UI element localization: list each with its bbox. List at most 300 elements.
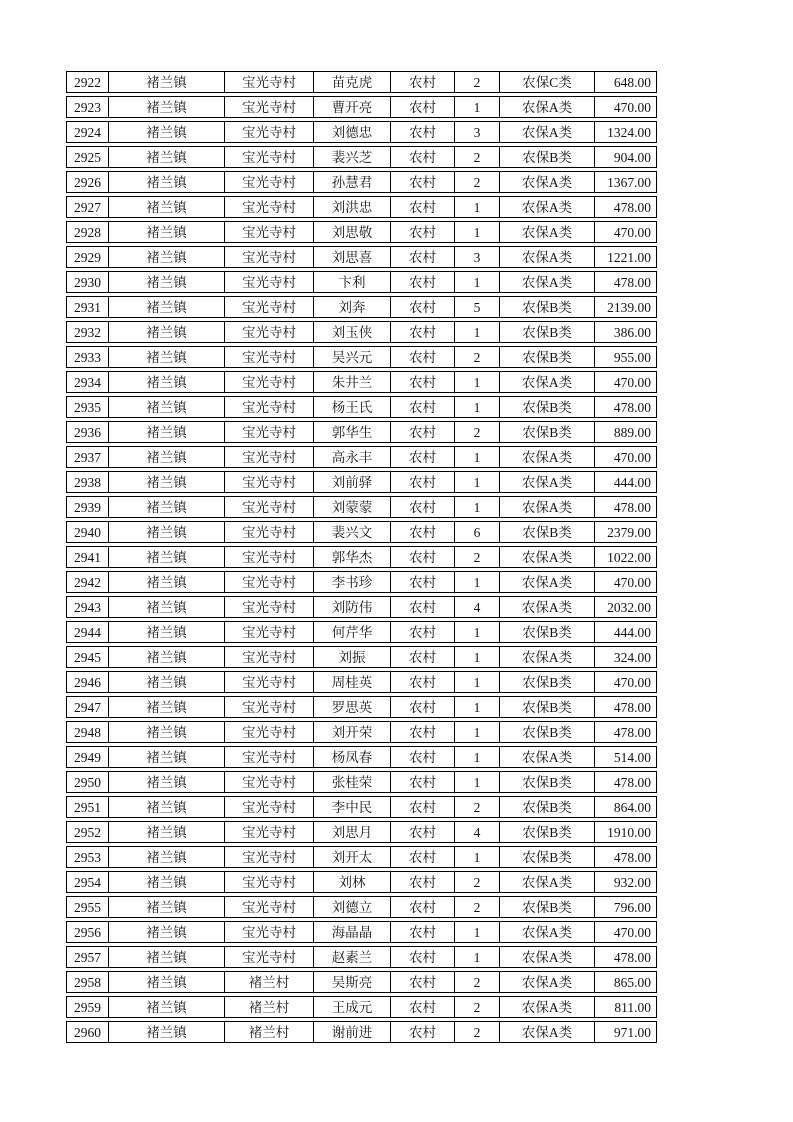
cell-village: 宝光寺村: [224, 622, 313, 642]
cell-amount: 1367.00: [594, 172, 655, 192]
cell-town: 褚兰镇: [108, 597, 224, 617]
cell-amount: 955.00: [594, 347, 655, 367]
cell-amount: 478.00: [594, 197, 655, 217]
table-row: [66, 746, 657, 768]
cell-town: 褚兰镇: [108, 72, 224, 92]
cell-amount: 444.00: [594, 472, 655, 492]
table-row: [66, 1021, 657, 1043]
cell-household-type: 农村: [390, 122, 454, 142]
cell-village: 宝光寺村: [224, 822, 313, 842]
cell-town: 褚兰镇: [108, 722, 224, 742]
cell-insurance-category: 农保A类: [499, 647, 594, 667]
cell-household-type: 农村: [390, 522, 454, 542]
cell-person-count: 1: [454, 747, 499, 767]
cell-town: 褚兰镇: [108, 572, 224, 592]
cell-sequence-number: 2937: [74, 449, 101, 465]
cell-insurance-category: 农保C类: [499, 72, 594, 92]
cell-insurance-category: 农保A类: [499, 1022, 594, 1042]
cell-person-name: 刘玉侠: [313, 322, 390, 342]
cell-town: 褚兰镇: [108, 447, 224, 467]
cell-amount: 470.00: [594, 372, 655, 392]
cell-village: 宝光寺村: [224, 422, 313, 442]
cell-person-count: 4: [454, 822, 499, 842]
cell-sequence-number: 2926: [74, 174, 101, 190]
cell-household-type: 农村: [390, 772, 454, 792]
cell-insurance-category: 农保A类: [499, 922, 594, 942]
cell-sequence-number: 2952: [74, 824, 101, 840]
cell-person-count: 2: [454, 172, 499, 192]
cell-household-type: 农村: [390, 372, 454, 392]
cell-person-count: 2: [454, 72, 499, 92]
table-row: [66, 396, 657, 418]
cell-person-name: 刘思喜: [313, 247, 390, 267]
cell-person-count: 6: [454, 522, 499, 542]
cell-village: 宝光寺村: [224, 772, 313, 792]
cell-amount: 470.00: [594, 447, 655, 467]
cell-person-count: 1: [454, 672, 499, 692]
cell-town: 褚兰镇: [108, 997, 224, 1017]
cell-person-count: 1: [454, 922, 499, 942]
cell-amount: 2032.00: [594, 597, 655, 617]
cell-person-count: 1: [454, 447, 499, 467]
cell-amount: 648.00: [594, 72, 655, 92]
cell-person-count: 1: [454, 222, 499, 242]
cell-person-name: 刘防伟: [313, 597, 390, 617]
table-row: [66, 246, 657, 268]
cell-person-count: 1: [454, 847, 499, 867]
table-row: [66, 596, 657, 618]
table-row: [66, 196, 657, 218]
cell-village: 宝光寺村: [224, 397, 313, 417]
cell-insurance-category: 农保A类: [499, 597, 594, 617]
cell-town: 褚兰镇: [108, 172, 224, 192]
cell-household-type: 农村: [390, 1022, 454, 1042]
cell-sequence-number: 2955: [74, 899, 101, 915]
cell-amount: 470.00: [594, 222, 655, 242]
table-row: [66, 221, 657, 243]
cell-household-type: 农村: [390, 322, 454, 342]
cell-amount: 796.00: [594, 897, 655, 917]
cell-town: 褚兰镇: [108, 147, 224, 167]
cell-person-count: 2: [454, 422, 499, 442]
cell-village: 宝光寺村: [224, 522, 313, 542]
cell-village: 宝光寺村: [224, 247, 313, 267]
cell-person-count: 1: [454, 472, 499, 492]
cell-insurance-category: 农保A类: [499, 247, 594, 267]
cell-insurance-category: 农保B类: [499, 697, 594, 717]
cell-amount: 478.00: [594, 847, 655, 867]
table-row: [66, 721, 657, 743]
cell-amount: 444.00: [594, 622, 655, 642]
cell-person-count: 1: [454, 272, 499, 292]
cell-sequence-number: 2931: [74, 299, 101, 315]
cell-person-count: 1: [454, 647, 499, 667]
cell-village: 宝光寺村: [224, 597, 313, 617]
cell-person-count: 2: [454, 547, 499, 567]
table-row: [66, 171, 657, 193]
cell-village: 宝光寺村: [224, 72, 313, 92]
cell-village: 宝光寺村: [224, 672, 313, 692]
cell-person-count: 2: [454, 897, 499, 917]
table-row: [66, 671, 657, 693]
cell-insurance-category: 农保B类: [499, 322, 594, 342]
cell-sequence-number: 2938: [74, 474, 101, 490]
cell-person-name: 孙慧君: [313, 172, 390, 192]
cell-town: 褚兰镇: [108, 847, 224, 867]
cell-town: 褚兰镇: [108, 772, 224, 792]
table-row: [66, 321, 657, 343]
cell-insurance-category: 农保A类: [499, 272, 594, 292]
cell-village: 宝光寺村: [224, 747, 313, 767]
cell-insurance-category: 农保B类: [499, 522, 594, 542]
cell-insurance-category: 农保B类: [499, 297, 594, 317]
cell-sequence-number: 2929: [74, 249, 101, 265]
cell-person-name: 王成元: [313, 997, 390, 1017]
cell-person-name: 刘开荣: [313, 722, 390, 742]
cell-insurance-category: 农保B类: [499, 772, 594, 792]
cell-insurance-category: 农保A类: [499, 97, 594, 117]
cell-amount: 478.00: [594, 722, 655, 742]
cell-town: 褚兰镇: [108, 647, 224, 667]
cell-person-name: 刘蒙蒙: [313, 497, 390, 517]
cell-person-name: 杨王氏: [313, 397, 390, 417]
table-row: [66, 846, 657, 868]
cell-amount: 478.00: [594, 772, 655, 792]
cell-amount: 864.00: [594, 797, 655, 817]
cell-amount: 386.00: [594, 322, 655, 342]
cell-town: 褚兰镇: [108, 297, 224, 317]
cell-town: 褚兰镇: [108, 222, 224, 242]
cell-village: 宝光寺村: [224, 197, 313, 217]
table-row: [66, 96, 657, 118]
cell-village: 宝光寺村: [224, 447, 313, 467]
cell-person-count: 1: [454, 397, 499, 417]
cell-amount: 865.00: [594, 972, 655, 992]
cell-town: 褚兰镇: [108, 197, 224, 217]
cell-amount: 2139.00: [594, 297, 655, 317]
cell-household-type: 农村: [390, 447, 454, 467]
cell-insurance-category: 农保A类: [499, 472, 594, 492]
cell-village: 宝光寺村: [224, 697, 313, 717]
cell-sequence-number: 2927: [74, 199, 101, 215]
cell-person-name: 高永丰: [313, 447, 390, 467]
cell-town: 褚兰镇: [108, 97, 224, 117]
cell-insurance-category: 农保A类: [499, 547, 594, 567]
cell-sequence-number: 2944: [74, 624, 101, 640]
cell-amount: 1910.00: [594, 822, 655, 842]
table-row: [66, 446, 657, 468]
cell-village: 褚兰村: [224, 1022, 313, 1042]
cell-town: 褚兰镇: [108, 922, 224, 942]
table-row: [66, 346, 657, 368]
cell-village: 宝光寺村: [224, 372, 313, 392]
cell-amount: 811.00: [594, 997, 655, 1017]
cell-town: 褚兰镇: [108, 247, 224, 267]
cell-person-name: 苗克虎: [313, 72, 390, 92]
cell-sequence-number: 2943: [74, 599, 101, 615]
cell-household-type: 农村: [390, 97, 454, 117]
cell-amount: 478.00: [594, 397, 655, 417]
cell-sequence-number: 2959: [74, 999, 101, 1015]
cell-amount: 470.00: [594, 922, 655, 942]
cell-insurance-category: 农保A类: [499, 872, 594, 892]
cell-sequence-number: 2941: [74, 549, 101, 565]
cell-insurance-category: 农保A类: [499, 197, 594, 217]
cell-amount: 2379.00: [594, 522, 655, 542]
cell-person-count: 2: [454, 347, 499, 367]
cell-insurance-category: 农保B类: [499, 622, 594, 642]
cell-insurance-category: 农保A类: [499, 172, 594, 192]
cell-household-type: 农村: [390, 297, 454, 317]
cell-person-count: 1: [454, 197, 499, 217]
cell-sequence-number: 2957: [74, 949, 101, 965]
cell-amount: 971.00: [594, 1022, 655, 1042]
cell-person-name: 刘林: [313, 872, 390, 892]
cell-household-type: 农村: [390, 947, 454, 967]
cell-household-type: 农村: [390, 797, 454, 817]
cell-amount: 1221.00: [594, 247, 655, 267]
cell-insurance-category: 农保A类: [499, 747, 594, 767]
cell-person-name: 刘前驿: [313, 472, 390, 492]
cell-town: 褚兰镇: [108, 372, 224, 392]
table-row: [66, 946, 657, 968]
cell-household-type: 农村: [390, 197, 454, 217]
cell-village: 宝光寺村: [224, 347, 313, 367]
cell-insurance-category: 农保B类: [499, 897, 594, 917]
cell-amount: 470.00: [594, 672, 655, 692]
cell-town: 褚兰镇: [108, 422, 224, 442]
cell-town: 褚兰镇: [108, 547, 224, 567]
cell-person-name: 曹开亮: [313, 97, 390, 117]
cell-sequence-number: 2934: [74, 374, 101, 390]
cell-household-type: 农村: [390, 247, 454, 267]
cell-sequence-number: 2942: [74, 574, 101, 590]
cell-household-type: 农村: [390, 622, 454, 642]
cell-village: 宝光寺村: [224, 872, 313, 892]
cell-town: 褚兰镇: [108, 397, 224, 417]
cell-sequence-number: 2928: [74, 224, 101, 240]
cell-person-name: 裴兴文: [313, 522, 390, 542]
cell-person-name: 李中民: [313, 797, 390, 817]
cell-town: 褚兰镇: [108, 347, 224, 367]
cell-insurance-category: 农保B类: [499, 347, 594, 367]
cell-village: 宝光寺村: [224, 297, 313, 317]
cell-sequence-number: 2940: [74, 524, 101, 540]
cell-sequence-number: 2930: [74, 274, 101, 290]
cell-person-name: 刘思月: [313, 822, 390, 842]
table-row: [66, 271, 657, 293]
cell-insurance-category: 农保A类: [499, 497, 594, 517]
cell-village: 宝光寺村: [224, 647, 313, 667]
cell-town: 褚兰镇: [108, 522, 224, 542]
cell-household-type: 农村: [390, 272, 454, 292]
cell-person-name: 刘洪忠: [313, 197, 390, 217]
cell-village: 宝光寺村: [224, 472, 313, 492]
cell-insurance-category: 农保B类: [499, 797, 594, 817]
cell-person-name: 刘思敬: [313, 222, 390, 242]
cell-town: 褚兰镇: [108, 122, 224, 142]
cell-town: 褚兰镇: [108, 497, 224, 517]
cell-insurance-category: 农保A类: [499, 372, 594, 392]
table-row: [66, 896, 657, 918]
cell-village: 宝光寺村: [224, 497, 313, 517]
cell-person-name: 张桂荣: [313, 772, 390, 792]
cell-town: 褚兰镇: [108, 272, 224, 292]
cell-person-name: 朱井兰: [313, 372, 390, 392]
cell-insurance-category: 农保A类: [499, 947, 594, 967]
cell-person-name: 卞利: [313, 272, 390, 292]
cell-person-name: 赵素兰: [313, 947, 390, 967]
cell-amount: 324.00: [594, 647, 655, 667]
cell-person-count: 1: [454, 497, 499, 517]
cell-village: 宝光寺村: [224, 222, 313, 242]
cell-amount: 514.00: [594, 747, 655, 767]
cell-insurance-category: 农保B类: [499, 822, 594, 842]
table-row: [66, 421, 657, 443]
cell-sequence-number: 2925: [74, 149, 101, 165]
cell-town: 褚兰镇: [108, 697, 224, 717]
cell-amount: 478.00: [594, 272, 655, 292]
cell-person-count: 2: [454, 147, 499, 167]
cell-insurance-category: 农保B类: [499, 147, 594, 167]
cell-household-type: 农村: [390, 397, 454, 417]
cell-person-count: 2: [454, 872, 499, 892]
cell-person-count: 1: [454, 947, 499, 967]
cell-village: 宝光寺村: [224, 922, 313, 942]
cell-village: 宝光寺村: [224, 272, 313, 292]
cell-town: 褚兰镇: [108, 897, 224, 917]
table-row: [66, 296, 657, 318]
cell-amount: 1324.00: [594, 122, 655, 142]
cell-person-name: 罗思英: [313, 697, 390, 717]
cell-town: 褚兰镇: [108, 947, 224, 967]
cell-household-type: 农村: [390, 72, 454, 92]
cell-person-count: 1: [454, 572, 499, 592]
cell-person-name: 海晶晶: [313, 922, 390, 942]
cell-person-count: 3: [454, 247, 499, 267]
table-row: [66, 71, 657, 93]
cell-household-type: 农村: [390, 822, 454, 842]
cell-household-type: 农村: [390, 897, 454, 917]
table-row: [66, 796, 657, 818]
cell-sequence-number: 2958: [74, 974, 101, 990]
cell-insurance-category: 农保B类: [499, 722, 594, 742]
pension-roster-table: [66, 71, 657, 1046]
cell-person-count: 2: [454, 797, 499, 817]
cell-insurance-category: 农保B类: [499, 422, 594, 442]
cell-village: 宝光寺村: [224, 797, 313, 817]
cell-village: 宝光寺村: [224, 722, 313, 742]
cell-person-name: 杨凤春: [313, 747, 390, 767]
cell-person-count: 2: [454, 1022, 499, 1042]
cell-person-count: 3: [454, 122, 499, 142]
cell-household-type: 农村: [390, 722, 454, 742]
cell-town: 褚兰镇: [108, 322, 224, 342]
cell-household-type: 农村: [390, 422, 454, 442]
cell-town: 褚兰镇: [108, 622, 224, 642]
table-row: [66, 371, 657, 393]
table-row: [66, 696, 657, 718]
cell-person-name: 刘德忠: [313, 122, 390, 142]
cell-town: 褚兰镇: [108, 747, 224, 767]
cell-sequence-number: 2922: [74, 74, 101, 90]
cell-sequence-number: 2954: [74, 874, 101, 890]
cell-village: 褚兰村: [224, 972, 313, 992]
cell-person-count: 2: [454, 997, 499, 1017]
cell-household-type: 农村: [390, 997, 454, 1017]
cell-sequence-number: 2946: [74, 674, 101, 690]
cell-village: 宝光寺村: [224, 572, 313, 592]
cell-village: 宝光寺村: [224, 547, 313, 567]
cell-person-count: 1: [454, 97, 499, 117]
table-row: [66, 871, 657, 893]
cell-person-name: 郭华生: [313, 422, 390, 442]
cell-amount: 932.00: [594, 872, 655, 892]
cell-village: 宝光寺村: [224, 122, 313, 142]
cell-amount: 1022.00: [594, 547, 655, 567]
table-row: [66, 146, 657, 168]
cell-household-type: 农村: [390, 347, 454, 367]
cell-town: 褚兰镇: [108, 472, 224, 492]
cell-town: 褚兰镇: [108, 872, 224, 892]
cell-sequence-number: 2948: [74, 724, 101, 740]
table-row: [66, 921, 657, 943]
cell-sequence-number: 2945: [74, 649, 101, 665]
cell-sequence-number: 2950: [74, 774, 101, 790]
cell-person-count: 1: [454, 372, 499, 392]
cell-sequence-number: 2924: [74, 124, 101, 140]
cell-household-type: 农村: [390, 147, 454, 167]
cell-village: 宝光寺村: [224, 322, 313, 342]
cell-town: 褚兰镇: [108, 822, 224, 842]
cell-person-name: 李书珍: [313, 572, 390, 592]
table-row: [66, 121, 657, 143]
cell-town: 褚兰镇: [108, 1022, 224, 1042]
cell-sequence-number: 2936: [74, 424, 101, 440]
cell-village: 宝光寺村: [224, 147, 313, 167]
cell-insurance-category: 农保A类: [499, 222, 594, 242]
cell-sequence-number: 2960: [74, 1024, 101, 1040]
cell-village: 宝光寺村: [224, 847, 313, 867]
table-row: [66, 496, 657, 518]
cell-sequence-number: 2949: [74, 749, 101, 765]
cell-amount: 470.00: [594, 97, 655, 117]
cell-sequence-number: 2935: [74, 399, 101, 415]
table-row: [66, 471, 657, 493]
cell-person-name: 裴兴芝: [313, 147, 390, 167]
cell-person-count: 1: [454, 622, 499, 642]
cell-amount: 478.00: [594, 497, 655, 517]
cell-person-name: 何芹华: [313, 622, 390, 642]
cell-person-name: 刘开太: [313, 847, 390, 867]
cell-household-type: 农村: [390, 922, 454, 942]
cell-household-type: 农村: [390, 972, 454, 992]
cell-amount: 904.00: [594, 147, 655, 167]
cell-village: 宝光寺村: [224, 97, 313, 117]
cell-insurance-category: 农保A类: [499, 572, 594, 592]
cell-person-count: 1: [454, 697, 499, 717]
cell-household-type: 农村: [390, 672, 454, 692]
cell-sequence-number: 2932: [74, 324, 101, 340]
cell-person-name: 刘德立: [313, 897, 390, 917]
cell-insurance-category: 农保A类: [499, 972, 594, 992]
table-row: [66, 546, 657, 568]
cell-household-type: 农村: [390, 222, 454, 242]
cell-person-count: 4: [454, 597, 499, 617]
cell-household-type: 农村: [390, 597, 454, 617]
cell-household-type: 农村: [390, 497, 454, 517]
cell-insurance-category: 农保A类: [499, 447, 594, 467]
